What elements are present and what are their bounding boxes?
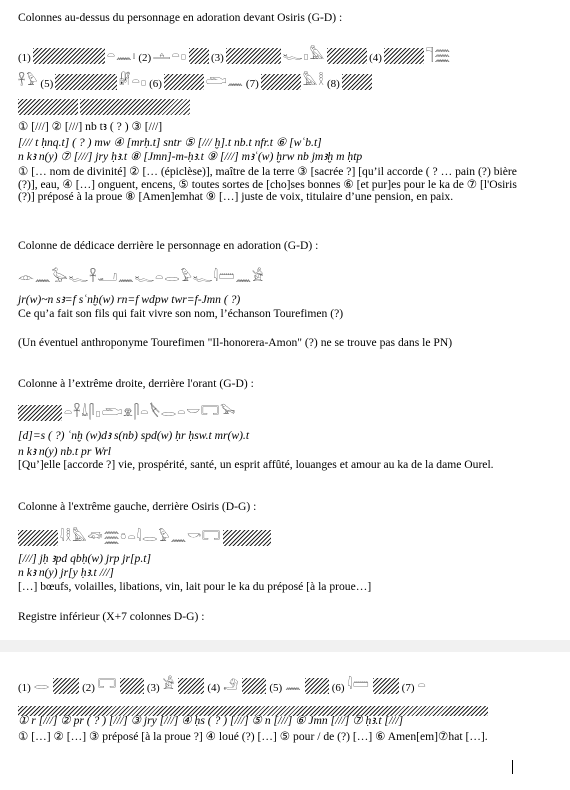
- hieroglyph-row-sec2: [18, 268, 265, 286]
- hieroglyph-group: 𓏞𓏏𓊪: [119, 74, 148, 89]
- column-number: (4): [369, 52, 382, 64]
- hieroglyph-group: 𓂧𓈖: [205, 74, 244, 89]
- hieroglyph-group: 𓏏: [417, 678, 427, 693]
- hieroglyph-group: 𓊹𓈗: [425, 48, 452, 63]
- section-2-transliteration: jr(w)~n sꜣ=f sʿnḫ(w) rn=f wdpw twr=f-Jmn ( ?): [18, 293, 241, 306]
- column-number: (3): [146, 682, 160, 694]
- section-4-heading: Colonne à l'extrême gauche, derrière Osiris (D-G) :: [18, 500, 257, 513]
- lacuna-hatch: [261, 74, 301, 90]
- hieroglyph-group: 𓀀: [162, 678, 176, 693]
- lacuna-hatch: [226, 48, 281, 64]
- section-5-heading: Registre inférieur (X+7 colonnes D-G) :: [18, 610, 205, 623]
- column-number: (7): [401, 682, 415, 694]
- lacuna-hatch: [305, 678, 329, 694]
- hieroglyph-group: 𓆑𓊪𓅓: [282, 48, 326, 63]
- section-1-heading: Colonnes au-dessus du personnage en adoration devant Osiris (G-D) :: [18, 11, 343, 24]
- hieroglyph-group: 𓅓𓎛: [302, 74, 325, 89]
- section-4-transliteration-2: n kꜣ n(y) jr[y ḥꜣ.t ///]: [18, 566, 114, 579]
- hieroglyph-group: 𓄂: [223, 678, 240, 693]
- lacuna-hatch: [189, 48, 209, 64]
- lacuna-hatch: [373, 678, 399, 694]
- section-3-transliteration-2: n kꜣ n(y) nb.t pr Wrl: [18, 445, 111, 458]
- section-4-translation: […] bœufs, volailles, libations, vin, lait pour le ka du préposé [à la proue…]: [18, 580, 372, 593]
- lacuna-hatch: [342, 74, 372, 90]
- hieroglyph-group: 𓈖: [285, 678, 302, 693]
- section-4-transliteration-1: [///] jḥ ꜣpd qbḥ(w) jrp jr[p.t]: [18, 552, 151, 565]
- document-page-2: [0, 652, 570, 790]
- hieroglyph-row-2: [18, 72, 372, 90]
- hieroglyph-group: 𓋹𓅱: [18, 74, 39, 89]
- lacuna-hatch: [223, 530, 271, 546]
- column-number: (1): [18, 52, 31, 64]
- lacuna-hatch: [18, 405, 62, 421]
- column-number: (6): [149, 78, 162, 90]
- column-number: (5): [40, 78, 54, 90]
- hieroglyph-group: 𓂋: [33, 678, 51, 693]
- section-1-transliteration-2: n kꜣ n(y) ⑦ [///] jry ḥꜣ.t ⑧ [Jmn]-m-ḥꜣ.t ⑨ [///] mꜣʿ(w) ḫrw nb jmꜣḫ m ḥtp: [18, 150, 363, 163]
- hieroglyph-group: 𓏏𓋹𓍑𓋴𓊪𓂧𓁷𓋴𓏏𓌸𓂋𓏏𓎟𓉐𓅨: [64, 405, 237, 420]
- column-number: (3): [211, 52, 224, 64]
- column-number: (2): [82, 682, 95, 694]
- hieroglyph-row-sec5: [18, 676, 427, 694]
- lacuna-hatch: [384, 48, 424, 64]
- section-2-note: (Un éventuel anthroponyme Tourefimen "Il-honorera-Amon" (?) ne se trouve pas dans le PN): [18, 336, 453, 349]
- section-3-transliteration-1: [d]=s ( ?) ʿnḫ (w)dꜣ s(nb) spd(w) ḥr ḥsw.t mr(w).t: [18, 429, 250, 442]
- column-number: (1): [18, 682, 31, 694]
- hieroglyph-group: 𓉐: [97, 678, 117, 693]
- lacuna-hatch: [178, 678, 204, 694]
- hieroglyph-row-1: [18, 46, 451, 64]
- page-gap: [0, 640, 570, 652]
- lacuna-hatch: [18, 99, 78, 115]
- hieroglyph-group: 𓇋𓎛𓅓𓆛𓈗𓏌𓏏𓇋𓂋𓅱𓈖𓎡𓉐: [60, 530, 222, 545]
- section-2-heading: Colonne de dédicace derrière le personnage en adoration (G-D) :: [18, 239, 319, 252]
- hieroglyph-group: 𓊵𓏏𓊪: [153, 48, 187, 63]
- section-2-translation: Ce qu’a fait son fils qui fait vivre son nom, l’échanson Tourefimen (?): [18, 307, 344, 320]
- text-cursor: [512, 760, 513, 774]
- lacuna-hatch: [242, 678, 266, 694]
- section-1-line-numbers: ① [///] ② [///] nb tꜣ ( ? ) ③ [///]: [18, 120, 163, 133]
- hieroglyph-group: 𓁹𓈖𓅭𓆑𓋹𓂝𓈖𓆑𓏏𓂋𓅱𓆑𓇋𓏠𓈖𓀀: [18, 270, 265, 285]
- lacuna-hatch: [55, 74, 117, 90]
- lacuna-hatch: [53, 678, 79, 694]
- section-1-translation: ① [… nom de divinité] ② [… (épiclèse)], maître de la terre ③ [sacrée ?] [qu’il accorde ( ? … pain (?) bière (?)], eau, ④ […] onguent, encens, ⑤ toutes sortes de [cho]ses bonnes ⑥ [et pur]es pour le ka de ⑦ [l'Osiris (?)] préposé à la proue ⑧ [Amen]emhat ⑨ […] juste de voix, titulaire d’une pension, en paix.: [18, 165, 517, 204]
- lacuna-hatch: [164, 74, 204, 90]
- column-number: (5): [269, 682, 283, 694]
- column-number: (6): [331, 682, 345, 694]
- hieroglyph-row-sec3: [18, 403, 237, 421]
- section-1-transliteration-1: [/// t ḥnq.t] ( ? ) mw ④ [mrḥ.t] sntr ⑤ [/// ḫ].t nb.t nfr.t ⑥ [wʿb.t]: [18, 136, 322, 149]
- section-5-transliteration: ① r [///] ② pr ( ? ) [///] ③ jry [///] ④ ḥs ( ? ) [///] ⑤ n [///] ⑥ Jmn [///] ⑦ ḥꜣ.t [///]: [18, 714, 404, 727]
- section-5-translation: ① […] ② […] ③ préposé [à la proue ?] ④ loué (?) […] ⑤ pour / de (?) […] ⑥ Amen[em]⑦hat […].: [18, 730, 488, 743]
- lacuna-hatch: [33, 48, 105, 64]
- column-number: (7): [245, 78, 259, 90]
- column-number: (4): [207, 682, 221, 694]
- lacuna-hatch: [80, 99, 190, 115]
- column-number: (2): [138, 52, 152, 64]
- hieroglyph-group: 𓇋𓏠: [347, 678, 370, 693]
- hieroglyph-row-3: [18, 97, 190, 115]
- lacuna-hatch: [120, 678, 144, 694]
- lacuna-hatch: [327, 48, 367, 64]
- hieroglyph-row-sec4: [18, 528, 271, 546]
- hieroglyph-group: 𓏏𓈖𓏤: [106, 48, 137, 63]
- section-3-translation: [Qu’]elle [accorde ?] vie, prospérité, santé, un esprit affûté, louanges et amour au ka de la dame Ourel.: [18, 458, 494, 471]
- lacuna-hatch: [18, 530, 58, 546]
- section-3-heading: Colonne à l’extrême droite, derrière l'orant (G-D) :: [18, 377, 254, 390]
- column-number: (8): [326, 78, 340, 90]
